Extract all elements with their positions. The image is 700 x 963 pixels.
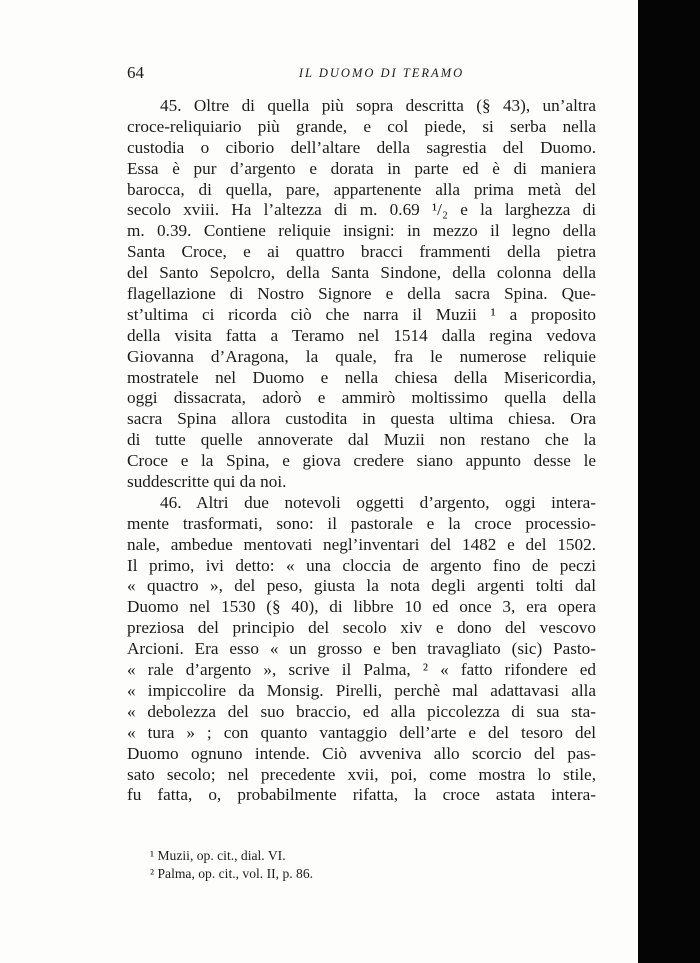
text-line: fu fatta, o, probabilmente rifatta, la croce astata intera- bbox=[127, 785, 596, 805]
text-line: sato secolo; nel precedente xvii, poi, come mostra lo stile, bbox=[127, 764, 596, 784]
text-line: Arcioni. Era esso « un grosso e ben travagliato (sic) Pasto- bbox=[127, 639, 596, 659]
text-line: suddescritte qui da noi. bbox=[127, 472, 287, 492]
text-line: mente trasformati, sono: il pastorale e la croce processio- bbox=[127, 513, 596, 533]
text-line: custodia o ciborio dell’altare della sagrestia del Duomo. bbox=[127, 137, 596, 157]
footnote-2: ² Palma, op. cit., vol. II, p. 86. bbox=[150, 865, 314, 881]
text-line: sacra Spina allora custodita in questa ultima chiesa. Ora bbox=[127, 409, 596, 429]
text-line: Santa Croce, e ai quattro bracci frammenti della pietra bbox=[127, 242, 596, 262]
text-line: flagellazione di Nostro Signore e della sacra Spina. Que- bbox=[127, 284, 596, 304]
scan-dark-edge bbox=[638, 0, 700, 963]
text-line: Croce e la Spina, e giova credere siano appunto desse le bbox=[127, 451, 596, 471]
text-line: di tutte quelle annoverate dal Muzii non restano che la bbox=[127, 430, 596, 450]
text-line: Duomo ognuno intende. Ciò avveniva allo scorcio del pas- bbox=[127, 743, 596, 763]
body-text bbox=[127, 96, 596, 806]
footnote-1: ¹ Muzii, op. cit., dial. VI. bbox=[150, 848, 286, 863]
text-line: Essa è pur d’argento e dorata in parte ed è di maniera bbox=[127, 158, 596, 178]
text-line: nale, ambedue mentovati negl’inventari del 1482 e del 1502. bbox=[127, 534, 596, 554]
text-line: m. 0.39. Contiene reliquie insigni: in mezzo il legno della bbox=[127, 221, 596, 241]
running-title: IL DUOMO DI TERAMO bbox=[298, 66, 465, 80]
text-line: mostratele nel Duomo e nella chiesa della Misericordia, bbox=[127, 367, 596, 387]
footnotes bbox=[150, 847, 313, 882]
text-line: 45. Oltre di quella più sopra descritta (§ 43), un’altra bbox=[160, 96, 596, 115]
text-line: Duomo nel 1530 (§ 40), di libbre 10 ed once 3, era opera bbox=[127, 597, 596, 617]
text-line: croce-reliquiario più grande, e col piede, si serba nella bbox=[127, 116, 596, 136]
text-line: Il primo, ivi detto: « una cloccia de argento fino de peczi bbox=[127, 555, 596, 575]
text-line: « tura » ; con quanto vantaggio dell’arte e del tesoro del bbox=[127, 722, 596, 742]
text-line: « impiccolire da Monsig. Pirelli, perchè mal adattavasi alla bbox=[127, 680, 596, 700]
text-line: « debolezza del suo braccio, ed alla piccolezza di sua sta- bbox=[127, 701, 596, 721]
text-line: oggi dissacrata, adorò e ammirò moltissimo quella della bbox=[127, 388, 596, 408]
text-line: 46. Altri due notevoli oggetti d’argento, oggi intera- bbox=[160, 492, 596, 512]
text-line: « quactro », del peso, giusta la nota degli argenti tolti dal bbox=[127, 576, 596, 596]
text-line: della visita fatta a Teramo nel 1514 dalla regina vedova bbox=[127, 325, 596, 345]
running-head bbox=[127, 63, 596, 87]
text-line: « rale d’argento », scrive il Palma, ² « fatto rifondere ed bbox=[127, 660, 596, 680]
text-line: preziosa del principio del secolo xiv e dono del vescovo bbox=[127, 618, 596, 638]
text-line: st’ultima ci ricorda ciò che narra il Muzii ¹ a proposito bbox=[127, 304, 596, 324]
text-line: del Santo Sepolcro, della Santa Sindone, della colonna della bbox=[127, 263, 596, 283]
text-line: Giovanna d’Aragona, la quale, fra le numerose reliquie bbox=[127, 346, 596, 366]
text-line: secolo xviii. Ha l’altezza di m. 0.69 ¹/₂ e la larghezza di bbox=[127, 200, 596, 220]
page-number: 64 bbox=[127, 63, 144, 82]
text-line: barocca, di quella, pare, appartenente alla prima metà del bbox=[127, 179, 596, 199]
